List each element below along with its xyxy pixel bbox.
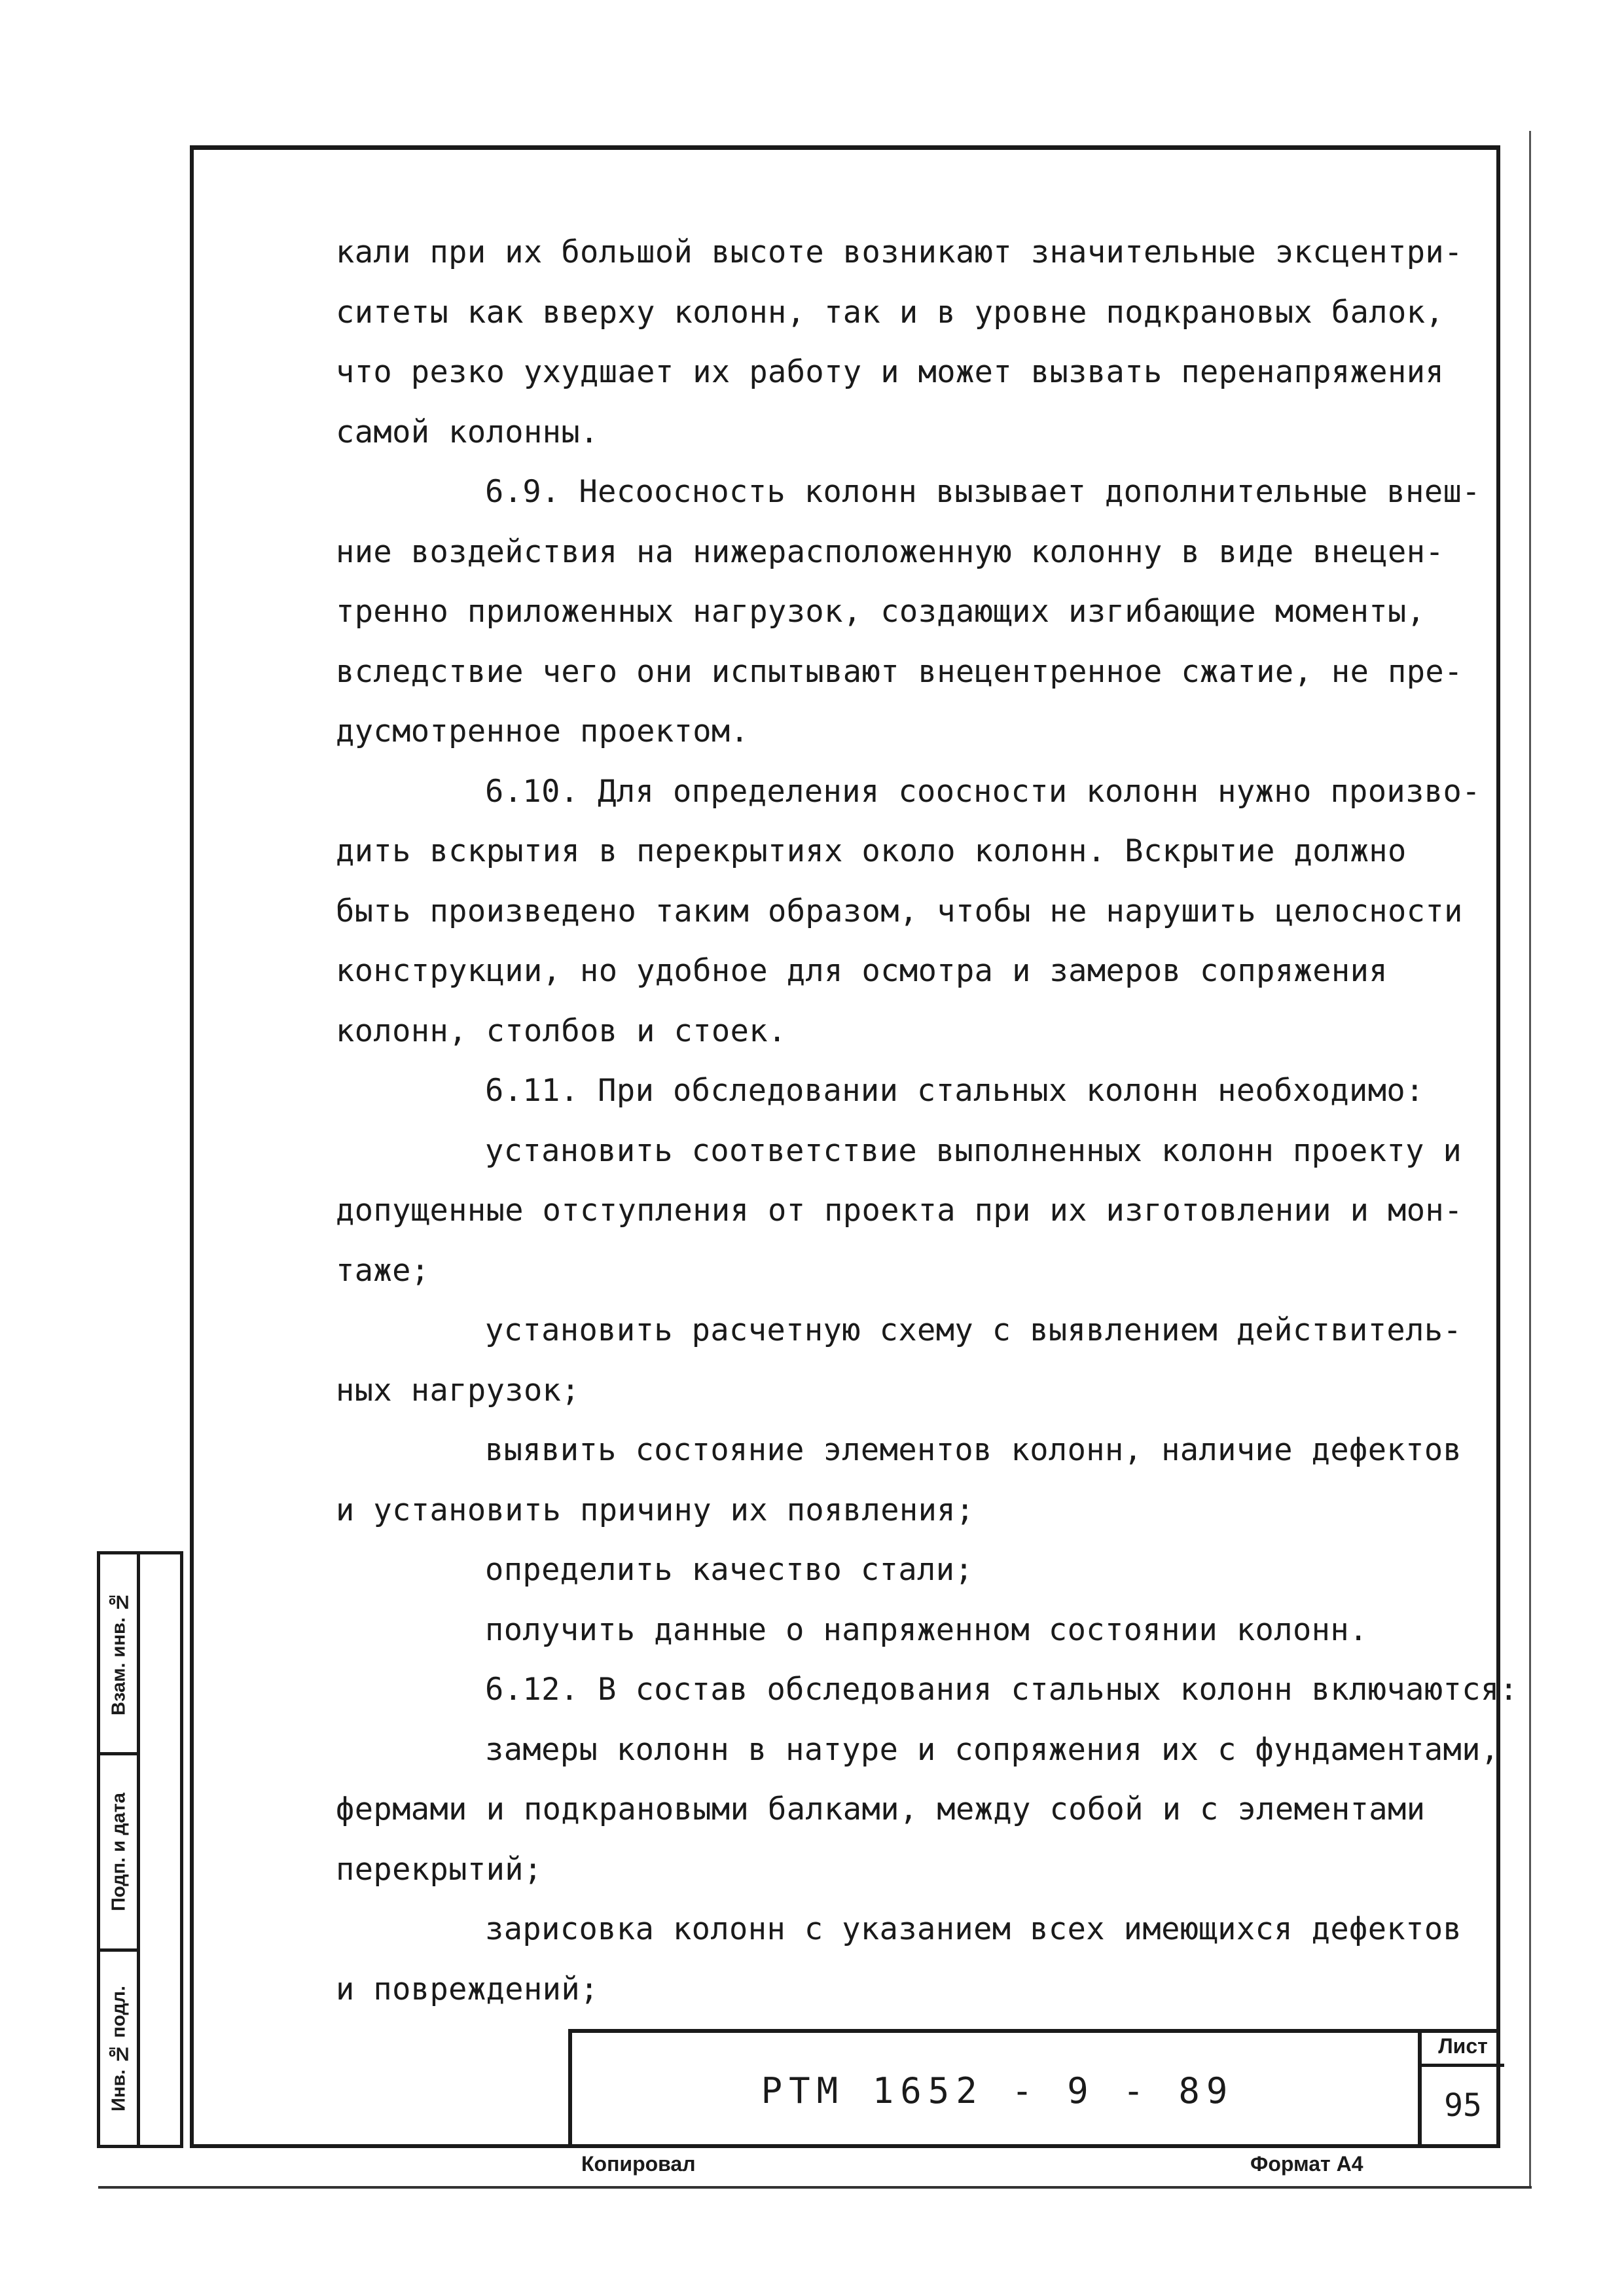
text-line: дить вскрытия в перекрытиях около колонн. Вскрытие должно bbox=[336, 833, 1407, 869]
text-line: и повреждений; bbox=[336, 1971, 599, 2007]
section-6-10: 6.10. Для определения соосности колонн нужно произво- bbox=[485, 773, 1481, 810]
list-item: определить качество стали; bbox=[485, 1552, 974, 1588]
text-line: ние воздействия на нижерасположенную колонну в виде внецен- bbox=[336, 533, 1445, 570]
text-line: ситеты как вверху колонн, так и в уровне подкрановых балок, bbox=[336, 294, 1445, 331]
margin-stamp bbox=[97, 1551, 183, 2148]
sheet-number: 95 bbox=[1444, 2087, 1482, 2124]
text-line: фермами и подкрановыми балками, между собой и с элементами bbox=[336, 1791, 1426, 1827]
text-line: и установить причину их появления; bbox=[336, 1492, 975, 1528]
text-line: таже; bbox=[336, 1252, 430, 1289]
body-text bbox=[336, 223, 1519, 2019]
list-item: установить соответствие выполненных колонн проекту и bbox=[485, 1132, 1462, 1169]
edge-mark bbox=[1529, 131, 1531, 2186]
list-item: выявить состояние элементов колонн, наличие дефектов bbox=[485, 1432, 1462, 1468]
text-line: перекрытий; bbox=[336, 1851, 543, 1888]
text-line: допущенные отступления от проекта при их изготовлении и мон- bbox=[336, 1193, 1463, 1229]
text-line: что резко ухудшает их работу и может вызвать перенапряжения bbox=[336, 354, 1445, 390]
text-line: самой колонны. bbox=[336, 414, 599, 450]
stamp-divider bbox=[137, 1554, 140, 2145]
text-line: дусмотренное проектом. bbox=[336, 713, 749, 749]
sheet-box bbox=[1418, 2029, 1504, 2148]
text-line: тренно приложенных нагрузок, создающих изгибающие моменты, bbox=[336, 594, 1426, 630]
section-6-9: 6.9. Несоосность колонн вызывает дополнительные внеш- bbox=[485, 474, 1481, 510]
document-code: РТМ 1652 - 9 - 89 bbox=[761, 2070, 1235, 2111]
list-item: замеры колонн в натуре и сопряжения их с фундаментами, bbox=[485, 1731, 1500, 1768]
footer-rule bbox=[98, 2186, 1532, 2189]
list-item: зарисовка колонн с указанием всех имеющихся дефектов bbox=[485, 1911, 1462, 1947]
text-line: быть произведено таким образом, чтобы не нарушить целосности bbox=[336, 893, 1463, 929]
list-item: получить данные о напряженном состоянии колонн. bbox=[485, 1611, 1368, 1648]
text-line: ных нагрузок; bbox=[336, 1372, 581, 1408]
stamp-replaced-inv-no: Взам. инв. № bbox=[108, 1591, 130, 1715]
text-line: колонн, столбов и стоек. bbox=[336, 1013, 787, 1049]
title-block bbox=[568, 2029, 1500, 2148]
footer-copied: Копировал bbox=[581, 2152, 696, 2176]
sheet-label: Лист bbox=[1422, 2029, 1504, 2067]
stamp-signature-date: Подп. и дата bbox=[108, 1793, 130, 1911]
section-6-11: 6.11. При обследовании стальных колонн необходимо: bbox=[485, 1073, 1424, 1109]
section-6-12: 6.12. В состав обследования стальных колонн включаются: bbox=[485, 1672, 1519, 1708]
footer-format: Формат А4 bbox=[1250, 2152, 1363, 2176]
text-line: вследствие чего они испытывают внецентренное сжатие, не пре- bbox=[336, 653, 1463, 690]
list-item: установить расчетную схему с выявлением действитель- bbox=[485, 1312, 1462, 1348]
stamp-original-inv-no: Инв. № подл. bbox=[108, 1985, 130, 2111]
text-line: кали при их большой высоте возникают значительные эксцентри- bbox=[336, 234, 1463, 270]
text-line: конструкции, но удобное для осмотра и замеров сопряжения bbox=[336, 953, 1388, 989]
